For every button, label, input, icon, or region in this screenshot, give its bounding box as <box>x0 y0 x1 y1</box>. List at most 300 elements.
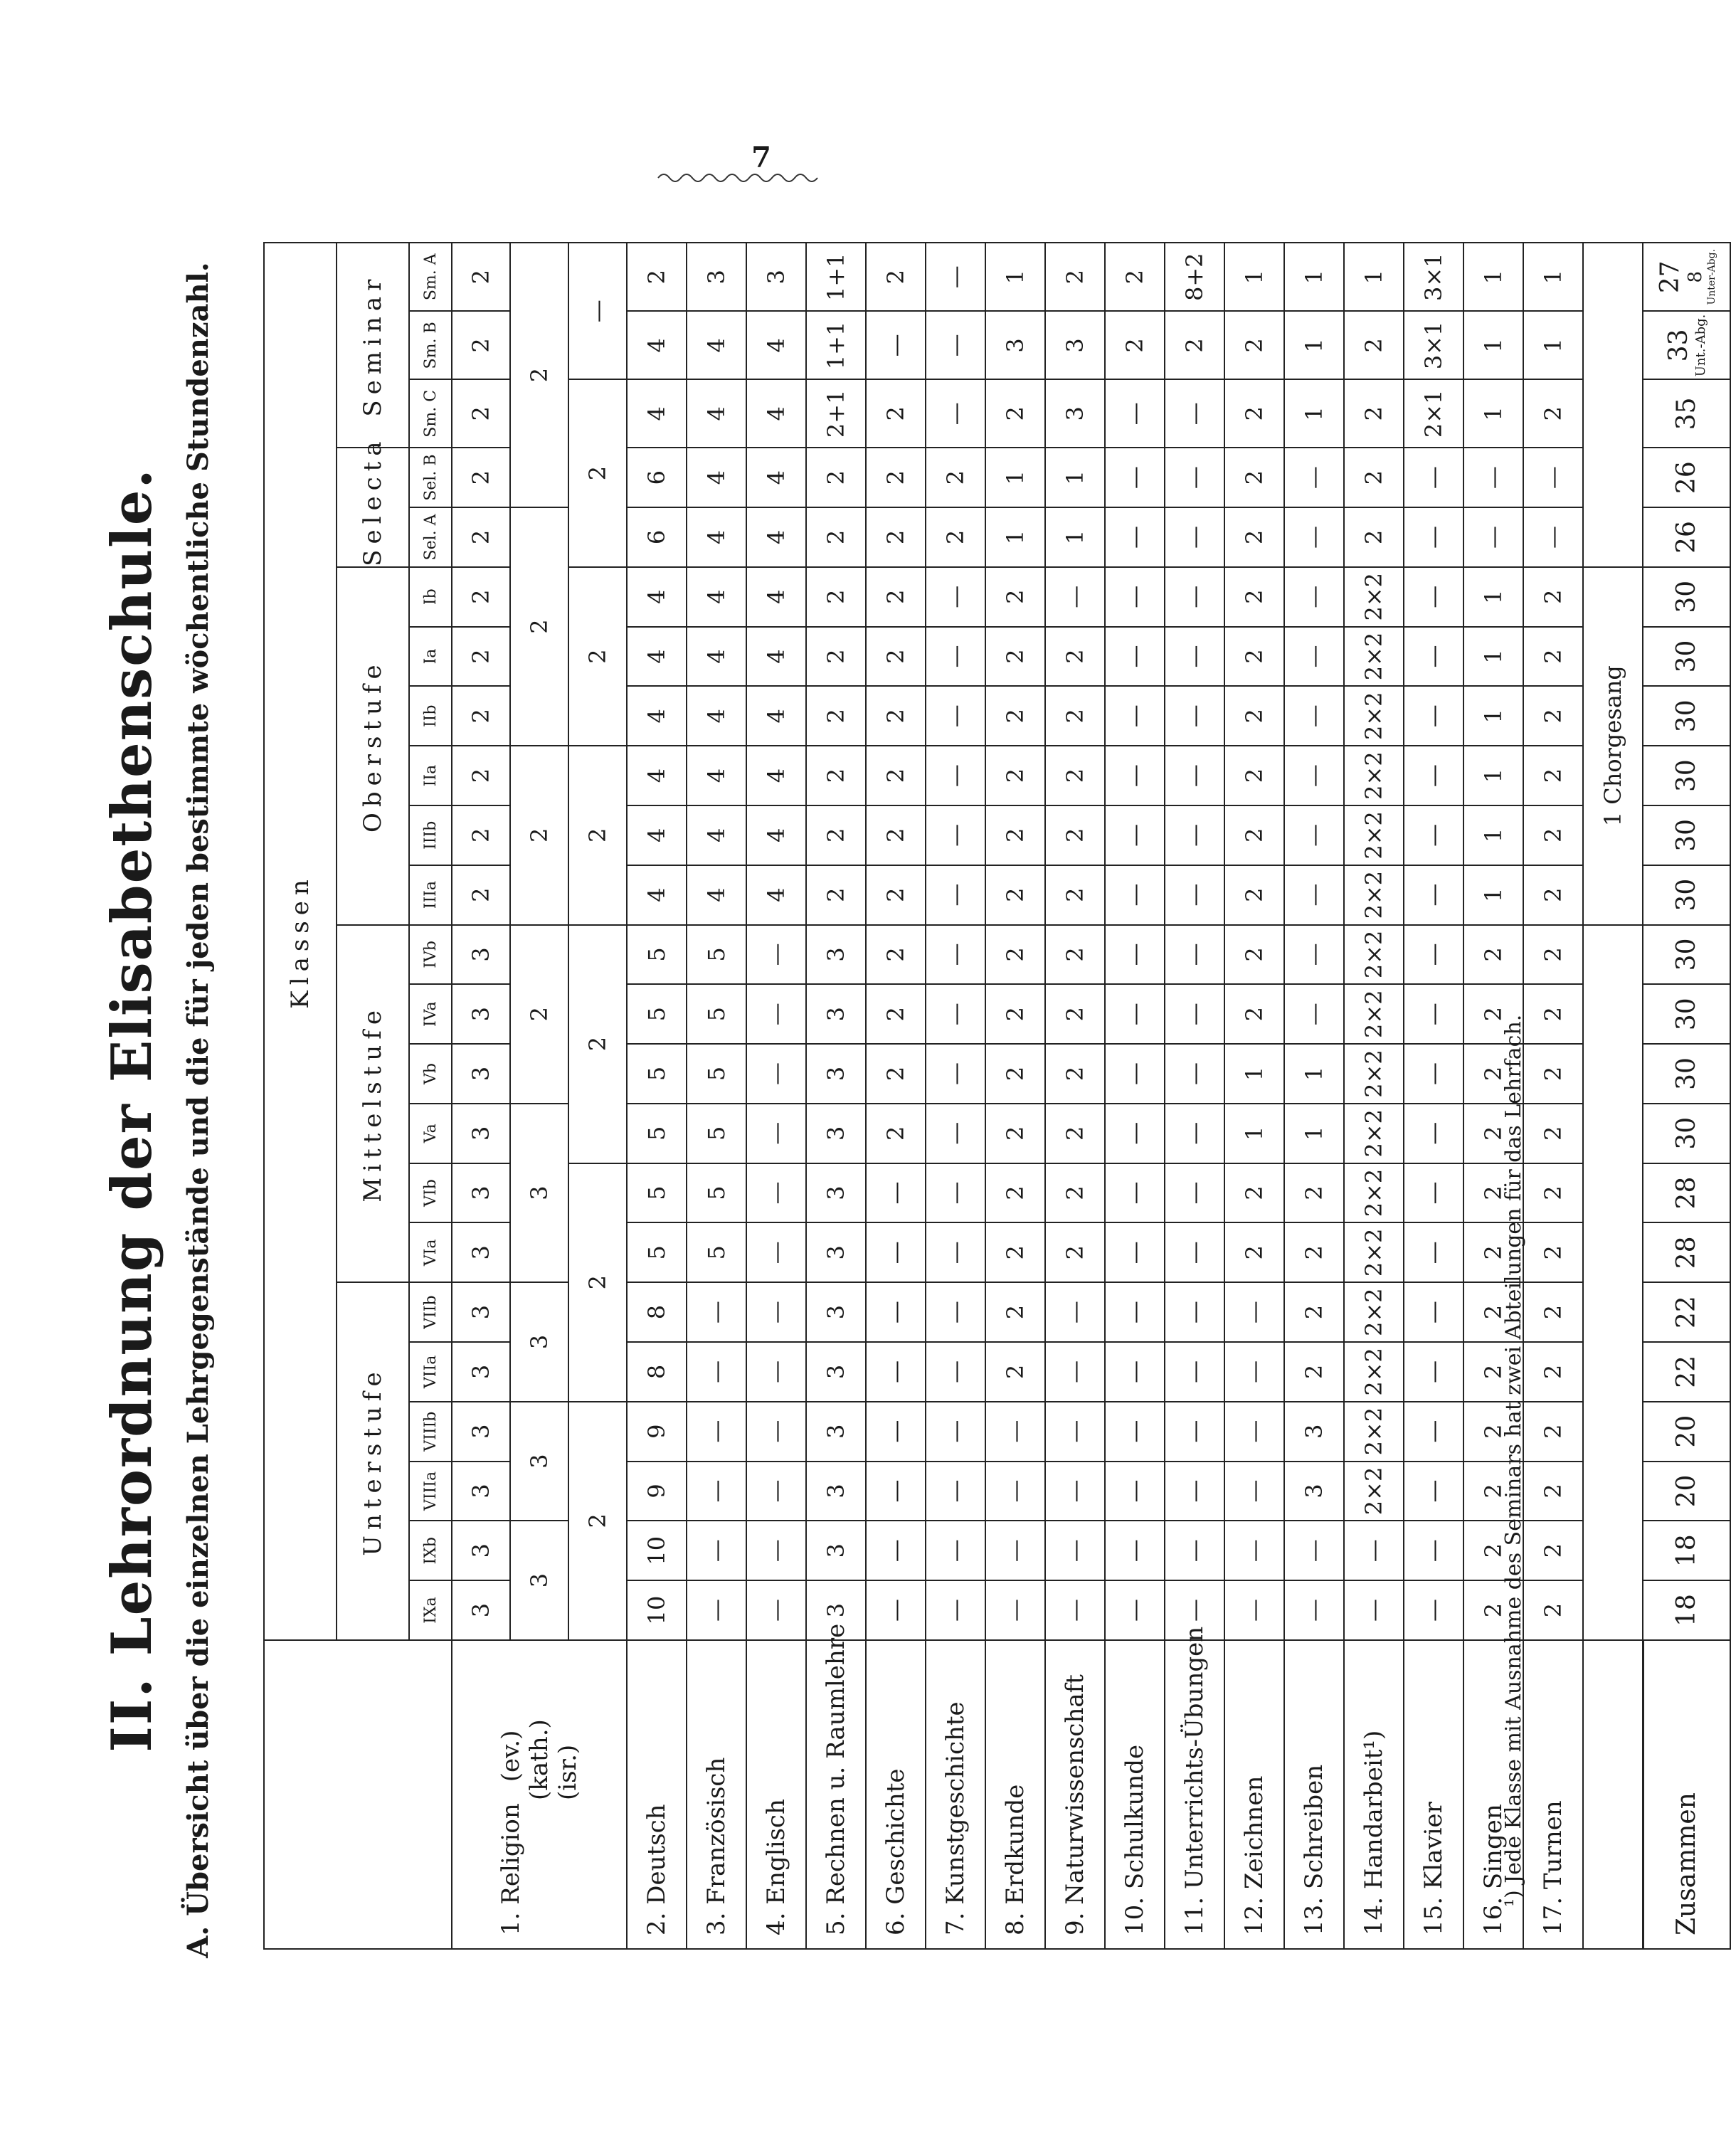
religion-ev-cell: 2 <box>452 311 510 379</box>
hours-cell: — <box>1105 627 1165 687</box>
hours-cell: — <box>1523 448 1583 507</box>
hours-cell: 2 <box>1463 984 1523 1044</box>
hours-cell: 2 <box>1523 805 1583 865</box>
hours-cell: 2 <box>1224 1163 1284 1223</box>
hours-cell: 5 <box>627 925 687 985</box>
total-cell <box>1643 448 1730 507</box>
total-note: Unt.-Abg. <box>1693 314 1709 377</box>
hours-cell: — <box>1404 1342 1463 1402</box>
hours-cell: 2 <box>1463 1402 1523 1462</box>
hours-cell: — <box>866 1580 926 1640</box>
hours-cell: 3×1 <box>1404 311 1463 379</box>
hours-cell: — <box>1105 805 1165 865</box>
class-header: IIIa <box>409 865 452 925</box>
total-value: 20 <box>1671 1415 1701 1448</box>
hours-cell: — <box>866 1402 926 1462</box>
hours-cell: 2 <box>1463 1342 1523 1402</box>
hours-cell: 2 <box>1523 1163 1583 1223</box>
hours-cell: 2×2 <box>1344 1282 1404 1342</box>
hours-cell: — <box>1404 448 1463 507</box>
total-cell <box>1643 567 1730 627</box>
hours-cell: 3 <box>806 1044 866 1104</box>
religion-ev-cell: 3 <box>452 984 510 1044</box>
subject-label: 12. Zeichnen <box>1224 1640 1284 1949</box>
hours-cell: 2 <box>866 448 926 507</box>
hours-cell: 2 <box>985 805 1045 865</box>
hours-cell: 2 <box>1463 1282 1523 1342</box>
hours-cell: — <box>1404 1402 1463 1462</box>
hours-cell: 2 <box>866 984 926 1044</box>
hours-cell: 3 <box>1284 1402 1344 1462</box>
hours-cell: 2 <box>1045 865 1105 925</box>
hours-cell: — <box>1105 507 1165 567</box>
class-header: Ib <box>409 567 452 627</box>
total-value: 30 <box>1671 640 1701 673</box>
religion-ev-cell: 3 <box>452 1044 510 1104</box>
hours-cell: 2 <box>1523 686 1583 746</box>
total-cell <box>1643 627 1730 687</box>
hours-cell: 4 <box>746 567 806 627</box>
hours-cell: 1 <box>1463 865 1523 925</box>
hours-cell: 2×2 <box>1344 925 1404 985</box>
hours-cell: 2 <box>1045 243 1105 311</box>
hours-cell: 2 <box>1045 1104 1105 1163</box>
hours-cell: 1 <box>1284 1104 1344 1163</box>
subject-label: 14. Handarbeit¹) <box>1344 1640 1404 1949</box>
hours-cell: 2 <box>1523 379 1583 448</box>
hours-cell: — <box>1404 805 1463 865</box>
hours-cell: 2 <box>1045 805 1105 865</box>
hours-cell: — <box>1284 805 1344 865</box>
total-value: 26 <box>1671 461 1701 495</box>
total-value: 30 <box>1671 998 1701 1031</box>
hours-cell: 6 <box>627 448 687 507</box>
hours-cell: — <box>926 1163 985 1223</box>
hours-cell: 2 <box>1523 1044 1583 1104</box>
total-cell <box>1643 1222 1730 1282</box>
hours-cell: 2 <box>866 567 926 627</box>
hours-cell: — <box>1404 1462 1463 1521</box>
hours-cell: 5 <box>627 984 687 1044</box>
hours-cell: — <box>926 567 985 627</box>
hours-cell: 2 <box>866 686 926 746</box>
hours-cell: — <box>1224 1342 1284 1402</box>
total-label: Zusammen <box>1643 1640 1730 1949</box>
hours-cell: — <box>1045 1521 1105 1580</box>
hours-cell: 1 <box>1284 379 1344 448</box>
hours-cell: 2 <box>1165 311 1224 379</box>
hours-cell: — <box>1284 627 1344 687</box>
hours-cell: — <box>1165 1580 1224 1640</box>
hours-cell: 2 <box>1523 925 1583 985</box>
hours-cell: 2 <box>1523 1402 1583 1462</box>
choir-note-empty <box>1583 1640 1643 1949</box>
total-value: 33 <box>1664 329 1694 362</box>
hours-cell: — <box>1105 925 1165 985</box>
hours-cell: 3 <box>806 1521 866 1580</box>
hours-cell: 4 <box>687 567 746 627</box>
hours-cell: 5 <box>687 1044 746 1104</box>
hours-cell: 2×2 <box>1344 746 1404 805</box>
total-value: 18 <box>1671 1534 1701 1568</box>
hours-cell: 4 <box>627 311 687 379</box>
hours-cell: 4 <box>746 448 806 507</box>
hours-cell: 2 <box>1523 746 1583 805</box>
total-note: Unter-Abg. <box>1705 248 1717 305</box>
hours-cell: — <box>1105 1402 1165 1462</box>
religion-isr-merged: — <box>568 243 627 379</box>
hours-cell: — <box>1404 746 1463 805</box>
subject-row <box>806 243 866 1949</box>
hours-cell: 2 <box>866 865 926 925</box>
hours-cell: 2 <box>1523 1462 1583 1521</box>
hours-cell: 2×2 <box>1344 627 1404 687</box>
total-value: 30 <box>1671 580 1701 613</box>
total-cell <box>1643 507 1730 567</box>
hours-cell: — <box>1404 984 1463 1044</box>
hours-cell: 3 <box>806 925 866 985</box>
class-header: VIIa <box>409 1342 452 1402</box>
class-header: Sm. C <box>409 379 452 448</box>
hours-cell: — <box>1045 1462 1105 1521</box>
religion-ev-cell: 2 <box>452 627 510 687</box>
religion-ev-cell: 2 <box>452 379 510 448</box>
hours-cell: 2 <box>866 1104 926 1163</box>
group-selecta: Selecta <box>337 448 409 567</box>
religion-ev-cell: 2 <box>452 567 510 627</box>
hours-cell: — <box>866 1521 926 1580</box>
subject-label: 8. Erdkunde <box>985 1640 1045 1949</box>
hours-cell: — <box>1105 865 1165 925</box>
hours-cell: 2 <box>1523 1580 1583 1640</box>
subject-row <box>1224 243 1284 1949</box>
subject-row <box>1284 243 1344 1949</box>
hours-cell: 2 <box>1463 1580 1523 1640</box>
total-value: 26 <box>1671 521 1701 554</box>
hours-cell: 2 <box>1045 925 1105 985</box>
hours-cell: 2 <box>1523 1521 1583 1580</box>
religion-ev-cell: 2 <box>452 746 510 805</box>
hours-cell: 2 <box>806 567 866 627</box>
hours-cell: 3 <box>806 1342 866 1402</box>
hours-cell: — <box>926 984 985 1044</box>
hours-cell: 2 <box>1224 627 1284 687</box>
hours-cell: — <box>1284 448 1344 507</box>
religion-ev-cell: 3 <box>452 1402 510 1462</box>
hours-cell: — <box>926 379 985 448</box>
subject-row <box>866 243 926 1949</box>
hours-cell: 2 <box>1045 1222 1105 1282</box>
total-cell <box>1643 865 1730 925</box>
hours-cell: 3 <box>806 1163 866 1223</box>
hours-cell: — <box>1105 567 1165 627</box>
hours-cell: — <box>746 1044 806 1104</box>
total-value: 20 <box>1671 1474 1701 1508</box>
hours-cell: 1 <box>1224 1104 1284 1163</box>
class-header: Sm. A <box>409 243 452 311</box>
class-header: IXa <box>409 1580 452 1640</box>
subject-label: 13. Schreiben <box>1284 1640 1344 1949</box>
hours-cell: 2×2 <box>1344 805 1404 865</box>
hours-cell: — <box>1404 1044 1463 1104</box>
hours-cell: — <box>746 1222 806 1282</box>
hours-cell: — <box>1284 925 1344 985</box>
subject-label: 17. Turnen <box>1523 1640 1583 1949</box>
hours-cell: 3×1 <box>1404 243 1463 311</box>
hours-cell: 3 <box>806 984 866 1044</box>
class-header: Sm. B <box>409 311 452 379</box>
total-cell <box>1643 1104 1730 1163</box>
subject-row <box>1105 243 1165 1949</box>
hours-cell: 4 <box>687 686 746 746</box>
hours-cell: 2 <box>985 1104 1045 1163</box>
hours-cell: — <box>926 925 985 985</box>
class-header: VIIIb <box>409 1402 452 1462</box>
hours-cell: 2 <box>1284 1342 1344 1402</box>
hours-cell: 2×2 <box>1344 686 1404 746</box>
class-header: VIIIa <box>409 1462 452 1521</box>
religion-ev-cell: 3 <box>452 1342 510 1402</box>
hours-cell: 2 <box>985 1282 1045 1342</box>
hours-cell: — <box>926 686 985 746</box>
hours-cell: 2+1 <box>806 379 866 448</box>
hours-cell: — <box>687 1402 746 1462</box>
class-header: IIIb <box>409 805 452 865</box>
rotated-page <box>85 228 1717 1992</box>
hours-cell: 2 <box>806 805 866 865</box>
subject-header-corner <box>264 1640 452 1949</box>
total-value: 30 <box>1671 878 1701 911</box>
hours-cell: — <box>1045 1402 1105 1462</box>
hours-cell: 2 <box>1463 1163 1523 1223</box>
hours-cell: 1 <box>1045 507 1105 567</box>
hours-cell: 4 <box>746 507 806 567</box>
hours-cell: — <box>1224 1580 1284 1640</box>
page-ornament <box>658 171 822 185</box>
subject-label: 5. Rechnen u. Raumlehre <box>806 1640 866 1949</box>
hours-cell: 2 <box>985 746 1045 805</box>
hours-cell: — <box>1404 925 1463 985</box>
hours-cell: 3 <box>687 243 746 311</box>
hours-cell: 2×2 <box>1344 865 1404 925</box>
hours-cell: 2 <box>1463 1521 1523 1580</box>
total-cell <box>1643 1580 1730 1640</box>
hours-cell: 4 <box>627 627 687 687</box>
hours-cell: — <box>926 746 985 805</box>
total-cell <box>1643 984 1730 1044</box>
group-seminar: Seminar <box>337 243 409 448</box>
total-cell <box>1643 1163 1730 1223</box>
hours-cell: 2 <box>1523 1282 1583 1342</box>
hours-cell: — <box>866 1282 926 1342</box>
total-value: 27 <box>1655 260 1685 294</box>
hours-cell: 3 <box>806 1104 866 1163</box>
hours-cell: 4 <box>687 805 746 865</box>
hours-cell: 2 <box>985 925 1045 985</box>
hours-cell: 1 <box>1463 379 1523 448</box>
total-value: 28 <box>1671 1236 1701 1269</box>
total-value: 22 <box>1671 1355 1701 1388</box>
hours-cell: 2 <box>1045 984 1105 1044</box>
hours-cell: 10 <box>627 1521 687 1580</box>
religion-ev-cell: 3 <box>452 1222 510 1282</box>
hours-cell: — <box>866 1342 926 1402</box>
total-cell <box>1643 1044 1730 1104</box>
hours-cell: 2 <box>1284 1222 1344 1282</box>
hours-cell: — <box>1344 1521 1404 1580</box>
hours-cell: 2×2 <box>1344 1044 1404 1104</box>
hours-cell: — <box>746 1462 806 1521</box>
hours-cell: 1 <box>1284 311 1344 379</box>
total-value: 18 <box>1671 1594 1701 1627</box>
total-cell <box>1643 1402 1730 1462</box>
hours-cell: 4 <box>687 865 746 925</box>
total-cell <box>1643 746 1730 805</box>
total-value: 30 <box>1671 818 1701 852</box>
hours-cell: — <box>1165 1462 1224 1521</box>
hours-cell: — <box>1165 379 1224 448</box>
hours-cell: 2 <box>1463 1462 1523 1521</box>
total-cell <box>1643 925 1730 985</box>
hours-cell: 1 <box>1463 311 1523 379</box>
total-value: 30 <box>1671 938 1701 971</box>
hours-cell: 2 <box>1523 567 1583 627</box>
hours-cell: — <box>1404 567 1463 627</box>
section-subtitle: A. Übersicht über die einzelnen Lehrgegenstände und die für jeden bestimmte wöchentliche Stundenzahl. <box>181 262 215 1958</box>
group-oberstufe: Oberstufe <box>337 567 409 925</box>
hours-cell: — <box>746 1104 806 1163</box>
subject-label: 16. Singen <box>1463 1640 1523 1949</box>
hours-cell: — <box>1284 1521 1344 1580</box>
hours-cell: 2 <box>806 448 866 507</box>
hours-cell: 4 <box>627 746 687 805</box>
hours-cell: — <box>866 311 926 379</box>
hours-cell: 1 <box>1224 243 1284 311</box>
hours-cell: — <box>926 1044 985 1104</box>
religion-isr-merged: 2 <box>568 746 627 924</box>
hours-cell: — <box>1224 1402 1284 1462</box>
hours-cell: — <box>746 984 806 1044</box>
hours-cell: — <box>926 805 985 865</box>
religion-ev-cell: 2 <box>452 243 510 311</box>
hours-cell: — <box>985 1402 1045 1462</box>
hours-cell: — <box>1165 746 1224 805</box>
hours-cell: — <box>1105 1521 1165 1580</box>
hours-cell: 5 <box>627 1104 687 1163</box>
religion-ev-label: (ev.) <box>497 1730 525 1782</box>
choir-note: 1 Chorgesang <box>1583 567 1643 925</box>
subject-label: 3. Französisch <box>687 1640 746 1949</box>
hours-cell: 1 <box>1284 1044 1344 1104</box>
hours-cell: — <box>1165 1222 1224 1282</box>
religion-isr-merged: 2 <box>568 1402 627 1640</box>
hours-cell: — <box>1105 1580 1165 1640</box>
hours-cell: 4 <box>687 746 746 805</box>
hours-cell: 2 <box>926 448 985 507</box>
section-title: II. Lehrordnung der Elisabethenschule. <box>100 467 164 1753</box>
hours-cell: 4 <box>687 311 746 379</box>
hours-cell: 2 <box>985 1342 1045 1402</box>
hours-cell: 4 <box>746 379 806 448</box>
hours-cell: — <box>746 1402 806 1462</box>
hours-cell: 2 <box>985 865 1045 925</box>
hours-cell: — <box>926 1342 985 1402</box>
hours-cell: 2 <box>866 243 926 311</box>
total-cell <box>1643 1342 1730 1402</box>
hours-cell: 2 <box>1224 448 1284 507</box>
religion-ev-cell: 3 <box>452 1282 510 1342</box>
hours-cell: 2×2 <box>1344 1462 1404 1521</box>
subject-label: 9. Naturwissenschaft <box>1045 1640 1105 1949</box>
total-value: 28 <box>1671 1176 1701 1210</box>
religion-isr-merged: 2 <box>568 1163 627 1402</box>
hours-cell: — <box>687 1580 746 1640</box>
religion-kath-merged: 3 <box>510 1104 568 1282</box>
hours-cell: 1 <box>1523 311 1583 379</box>
hours-cell: 3 <box>806 1580 866 1640</box>
religion-ev-cell: 2 <box>452 448 510 507</box>
hours-cell: — <box>1105 448 1165 507</box>
hours-cell: — <box>687 1342 746 1402</box>
hours-cell: — <box>926 1402 985 1462</box>
subject-religion <box>452 1640 627 1949</box>
hours-cell: — <box>1165 1044 1224 1104</box>
hours-cell: 3 <box>985 311 1045 379</box>
hours-cell: — <box>1404 1521 1463 1580</box>
hours-cell: 2×1 <box>1404 379 1463 448</box>
hours-cell: 2 <box>1523 1104 1583 1163</box>
hours-cell: 2 <box>1344 311 1404 379</box>
hours-cell: — <box>1404 627 1463 687</box>
hours-cell: — <box>866 1163 926 1223</box>
hours-cell: 5 <box>627 1163 687 1223</box>
total-cell <box>1643 243 1730 311</box>
total-value: 30 <box>1671 1057 1701 1090</box>
hours-cell: — <box>687 1282 746 1342</box>
hours-cell: — <box>1404 1222 1463 1282</box>
religion-ev-cell: 3 <box>452 1163 510 1223</box>
total-value: 30 <box>1671 1116 1701 1150</box>
hours-cell: 2×2 <box>1344 984 1404 1044</box>
hours-cell: 2 <box>1224 567 1284 627</box>
subject-label: 10. Schulkunde <box>1105 1640 1165 1949</box>
hours-cell: — <box>746 1163 806 1223</box>
hours-cell: 2 <box>1224 865 1284 925</box>
hours-cell: — <box>1165 1342 1224 1402</box>
hours-cell: — <box>926 865 985 925</box>
subject-row <box>926 243 985 1949</box>
total-cell <box>1643 379 1730 448</box>
hours-cell: 2×2 <box>1344 1342 1404 1402</box>
hours-cell: — <box>1165 686 1224 746</box>
religion-ev-cell: 2 <box>452 507 510 567</box>
religion-ev-cell: 3 <box>452 1580 510 1640</box>
hours-cell: 5 <box>687 1104 746 1163</box>
hours-cell: 1 <box>1045 448 1105 507</box>
hours-cell: 2 <box>1045 627 1105 687</box>
hours-cell: — <box>866 1462 926 1521</box>
hours-cell: — <box>1045 1342 1105 1402</box>
choir-note-fill <box>1583 243 1643 567</box>
hours-cell: — <box>1105 1222 1165 1282</box>
hours-cell: 2 <box>1463 1104 1523 1163</box>
religion-kath-merged: 2 <box>510 746 568 924</box>
hours-cell: 1 <box>1284 243 1344 311</box>
hours-cell: — <box>926 1462 985 1521</box>
subject-row <box>1165 243 1224 1949</box>
hours-cell: — <box>926 1580 985 1640</box>
religion-ev-cell: 3 <box>452 1521 510 1580</box>
